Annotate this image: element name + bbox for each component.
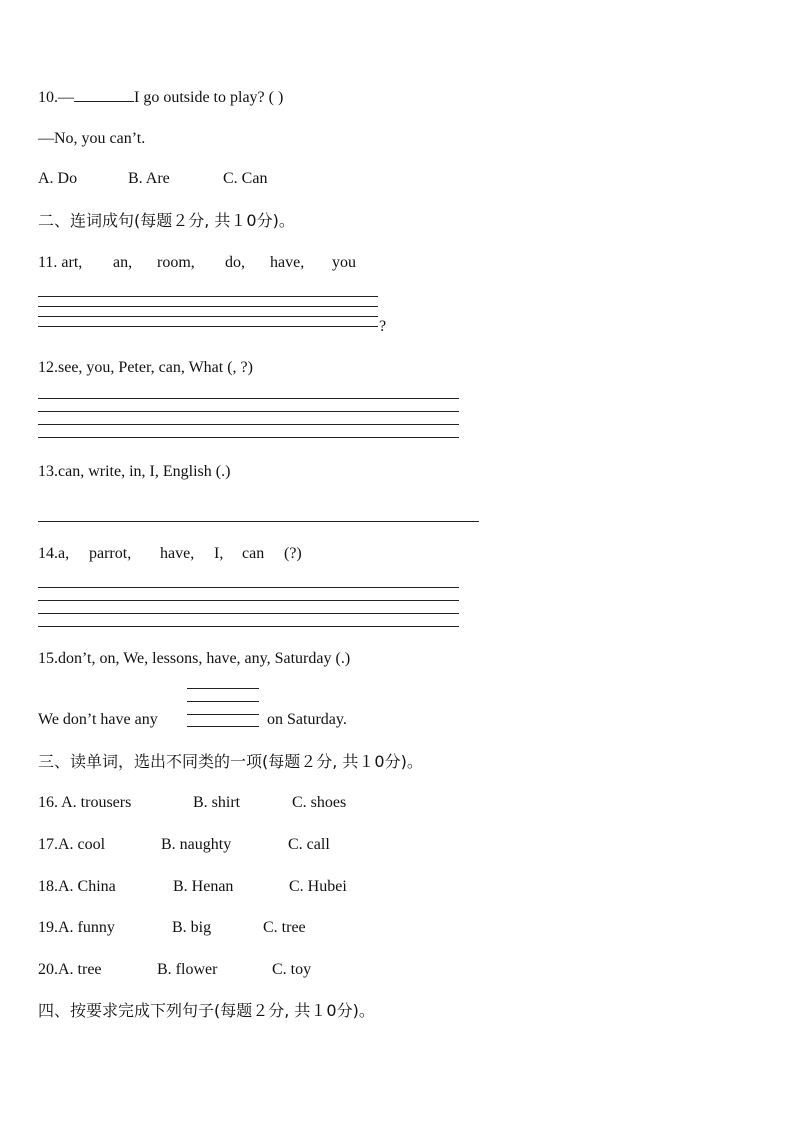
answer-line[interactable]: [187, 726, 259, 727]
section-heading-4: 四、按要求完成下列句子(每题２分, 共１0分)。: [38, 1001, 375, 1020]
answer-line[interactable]: [38, 326, 378, 327]
q14-word: parrot,: [89, 545, 132, 562]
q11-word: 11. art,: [38, 254, 83, 271]
question-mark: ?: [379, 318, 387, 335]
question-15: 15.don’t, on, We, lessons, have, any, Saturday (.): [38, 650, 351, 667]
question-12: 12.see, you, Peter, can, What (, ?): [38, 359, 253, 376]
answer-line[interactable]: [38, 424, 459, 425]
option-c: C. Can: [223, 170, 268, 187]
sentence-start: We don’t have any: [38, 711, 158, 728]
question-10: [38, 87, 283, 108]
q16-option-b: B. shirt: [193, 794, 241, 811]
answer-line[interactable]: [38, 613, 459, 614]
q19-option-c: C. tree: [263, 919, 306, 936]
q16-option-c: C. shoes: [292, 794, 347, 811]
q14-word: (?): [284, 545, 302, 562]
q17-option-a: 17.A. cool: [38, 836, 106, 853]
answer-line[interactable]: [38, 600, 459, 601]
q11-word: have,: [270, 254, 305, 271]
sentence-end: on Saturday.: [267, 711, 347, 728]
q18-option-c: C. Hubei: [289, 878, 347, 895]
q14-word: can: [242, 545, 265, 562]
q20-option-b: B. flower: [157, 961, 218, 978]
answer-line[interactable]: [38, 521, 479, 522]
question-13: 13.can, write, in, I, English (.): [38, 463, 231, 480]
answer-line[interactable]: [187, 688, 259, 689]
question-10-reply: —No, you can’t.: [38, 130, 146, 147]
answer-line[interactable]: [38, 398, 459, 399]
q14-word: I,: [214, 545, 224, 562]
q11-word: do,: [225, 254, 245, 271]
answer-line[interactable]: [38, 306, 378, 307]
q11-word: room,: [157, 254, 195, 271]
option-b: B. Are: [128, 170, 170, 187]
q14-word: have,: [160, 545, 195, 562]
q18-option-b: B. Henan: [173, 878, 234, 895]
answer-line[interactable]: [38, 626, 459, 627]
answer-line[interactable]: [187, 701, 259, 702]
section-heading-2: 二、连词成句(每题２分, 共１0分)。: [38, 211, 295, 230]
section-heading-3: 三、读单词，选出不同类的一项(每题２分, 共１0分)。: [38, 752, 423, 771]
answer-line[interactable]: [38, 587, 459, 588]
answer-line[interactable]: [38, 316, 378, 317]
answer-line[interactable]: [38, 411, 459, 412]
q19-option-a: 19.A. funny: [38, 919, 115, 936]
q19-option-b: B. big: [172, 919, 212, 936]
option-a: A. Do: [38, 170, 78, 187]
q14-word: 14.a,: [38, 545, 70, 562]
q20-option-a: 20.A. tree: [38, 961, 102, 978]
q20-option-c: C. toy: [272, 961, 312, 978]
q11-word: an,: [113, 254, 133, 271]
answer-line[interactable]: [38, 437, 459, 438]
question-text: I go outside to play? ( ): [134, 89, 284, 106]
q18-option-a: 18.A. China: [38, 878, 116, 895]
question-number: 10.—: [38, 89, 74, 106]
answer-line[interactable]: [187, 714, 259, 715]
q11-word: you: [332, 254, 356, 271]
q16-option-a: 16. A. trousers: [38, 794, 132, 811]
answer-line[interactable]: [38, 296, 378, 297]
q17-option-c: C. call: [288, 836, 330, 853]
answer-blank[interactable]: [74, 87, 134, 102]
q17-option-b: B. naughty: [161, 836, 232, 853]
